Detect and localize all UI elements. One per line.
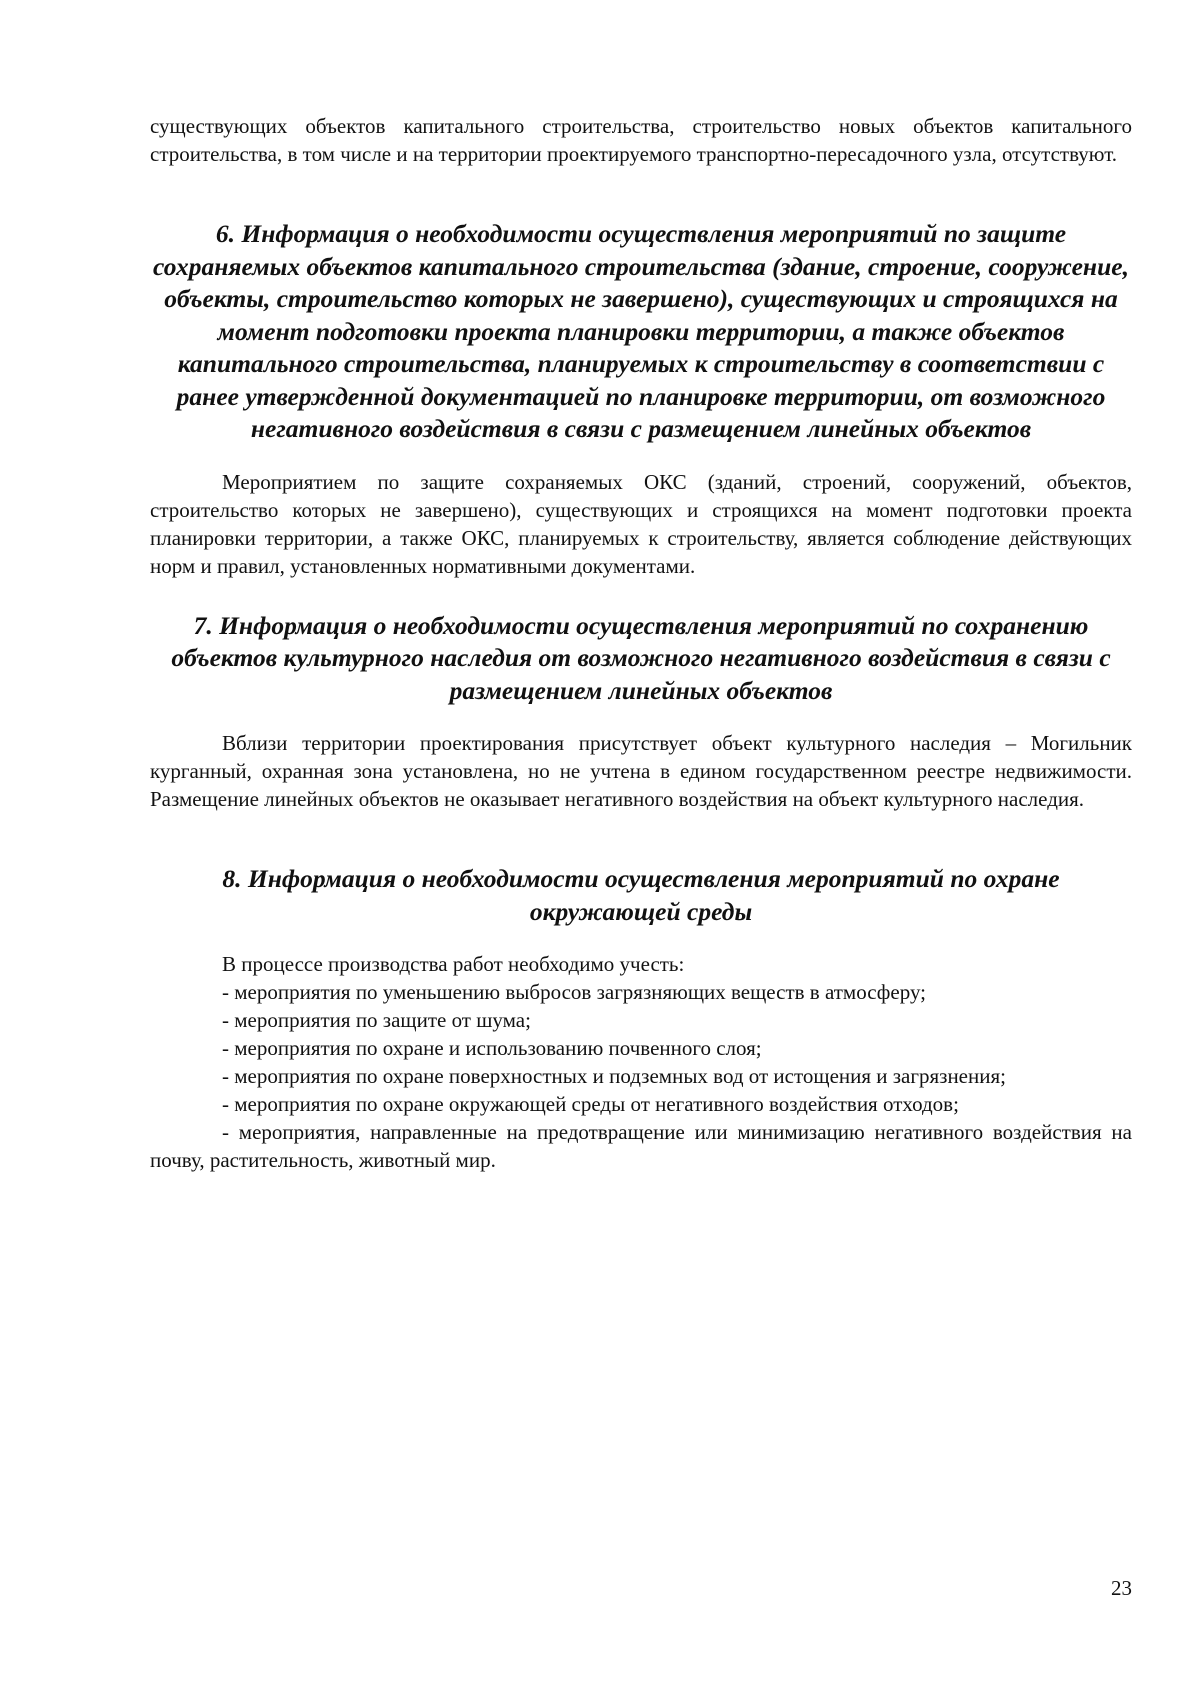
list-item: - мероприятия по защите от шума;: [222, 1008, 531, 1032]
section-7-paragraph: Вблизи территории проектирования присутствует объект культурного наследия – Могильник курганный, охранная зона установлена, но не учтена в едином государственном реестре недвижимости. Размещение линейных объектов не оказывает негативного воздействия на объект культурного наследия.: [150, 731, 1132, 811]
document-page: [150, 112, 1132, 1174]
list-item: - мероприятия по охране окружающей среды от негативного воздействия отходов;: [222, 1092, 959, 1116]
intro-paragraph: существующих объектов капитального строительства, строительство новых объектов капитального строительства, в том числе и на территории проектируемого транспортно-пересадочного узла, отсутствуют.: [150, 114, 1132, 166]
page-number: 23: [1111, 1576, 1132, 1600]
list-item: - мероприятия по уменьшению выбросов загрязняющих веществ в атмосферу;: [222, 980, 927, 1004]
list-item: - мероприятия по охране и использованию почвенного слоя;: [222, 1036, 762, 1060]
section-8-heading: 8. Информация о необходимости осуществления мероприятий по охране окружающей среды: [222, 864, 1060, 926]
section-6-paragraph: Мероприятием по защите сохраняемых ОКС (зданий, строений, сооружений, объектов, строительство которых не завершено), существующих и строящихся на момент подготовки проекта планировки территории, а также ОКС, планируемых к строительству, является соблюдение действующих норм и правил, установленных нормативными документами.: [150, 469, 1132, 578]
section-8-intro: В процессе производства работ необходимо учесть:: [222, 952, 685, 976]
measures-list: [150, 978, 1132, 1174]
list-item: - мероприятия по охране поверхностных и подземных вод от истощения и загрязнения;: [222, 1064, 1006, 1088]
list-item: - мероприятия, направленные на предотвращение или минимизацию негативного воздействия на почву, растительность, животный мир.: [150, 1120, 1132, 1172]
section-6-heading: 6. Информация о необходимости осуществления мероприятий по защите сохраняемых объектов капитального строительства (здание, строение, сооружение, объекты, строительство которых не завершено), существующих и строящихся на момент подготовки проекта планировки территории, а также объектов капитального строительства, планируемых к строительству в соответствии с ранее утвержденной документацией по планировке территории, от возможного негативного воздействия в связи с размещением линейных объектов: [153, 219, 1129, 443]
section-7-heading: 7. Информация о необходимости осуществления мероприятий по сохранению объектов культурного наследия от возможного негативного воздействия в связи с размещением линейных объектов: [171, 610, 1111, 705]
